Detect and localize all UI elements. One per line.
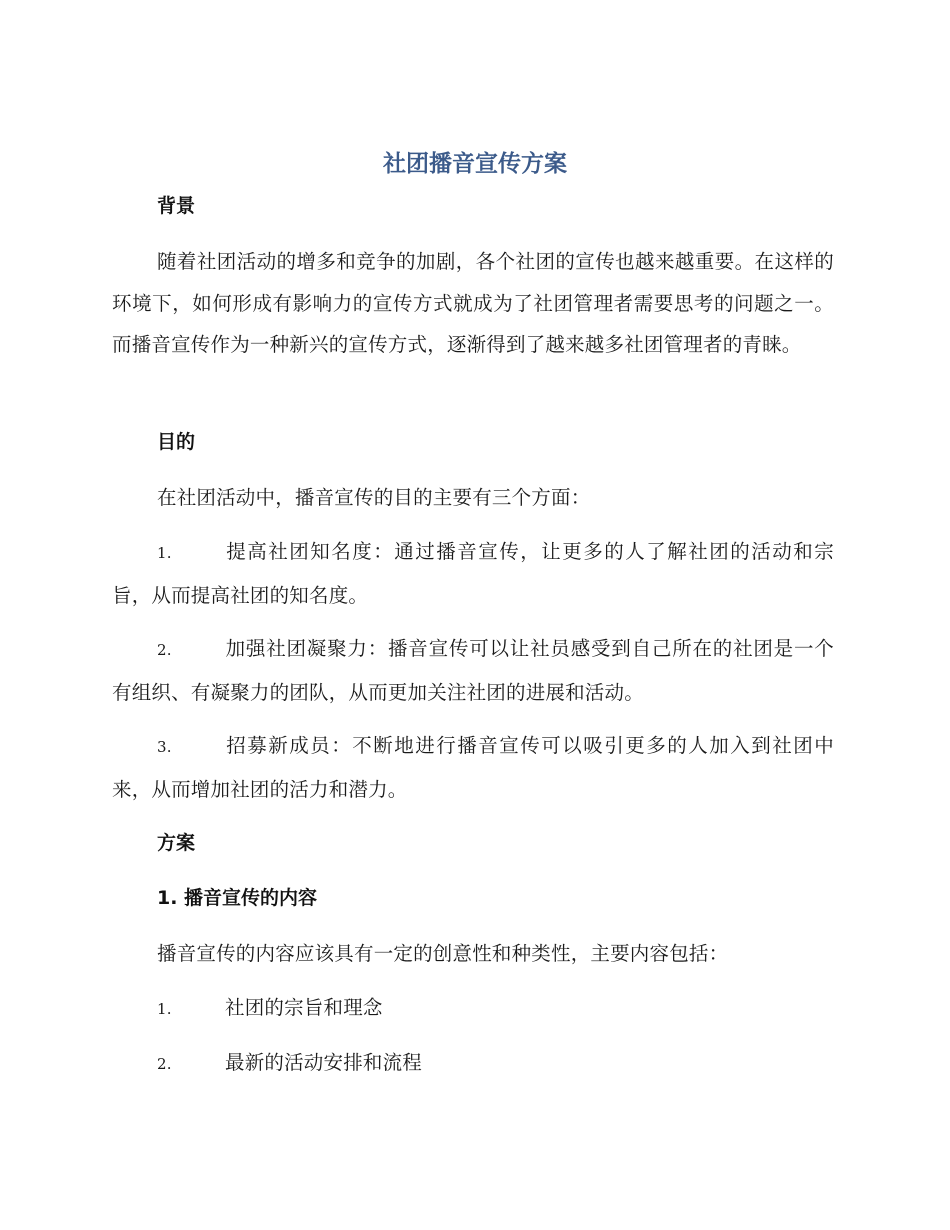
purpose-intro: 在社团活动中，播音宣传的目的主要有三个方面： [157, 486, 591, 509]
list-text: 社团的宗旨和理念 [225, 996, 383, 1019]
list-text: 招募新成员：不断地进行播音宣传可以吸引更多的人加入到社团中来，从而增加社团的活力和潜力。 [112, 734, 834, 801]
list-text: 加强社团凝聚力：播音宣传可以让社员感受到自己所在的社团是一个有组织、有凝聚力的团队，从而更加关注社团的进展和活动。 [112, 637, 834, 704]
plan-list-item [112, 987, 834, 1031]
purpose-list-item [112, 531, 834, 616]
purpose-list-item [112, 628, 834, 713]
section-heading-purpose: 目的 [157, 431, 196, 453]
plan-subheading: 1. 播音宣传的内容 [157, 887, 318, 909]
list-number: 2. [157, 641, 172, 659]
list-text: 提高社团知名度：通过播音宣传，让更多的人了解社团的活动和宗旨，从而提高社团的知名度。 [112, 540, 834, 607]
list-number: 1. [157, 1000, 172, 1018]
background-paragraph: 随着社团活动的增多和竞争的加剧，各个社团的宣传也越来越重要。在这样的环境下，如何形成有影响力的宣传方式就成为了社团管理者需要思考的问题之一。而播音宣传作为一种新兴的宣传方式，逐渐得到了越来越多社团管理者的青睐。 [112, 250, 834, 356]
section-heading-background: 背景 [157, 195, 196, 217]
plan-intro: 播音宣传的内容应该具有一定的创意性和种类性，主要内容包括： [157, 942, 729, 965]
plan-list-item [112, 1042, 834, 1086]
list-number: 1. [157, 544, 172, 562]
purpose-list-item [112, 725, 834, 810]
section-heading-plan: 方案 [157, 832, 196, 854]
list-number: 3. [157, 738, 172, 756]
list-number: 2. [157, 1055, 172, 1073]
document-title: 社团播音宣传方案 [383, 151, 567, 177]
list-text: 最新的活动安排和流程 [225, 1051, 423, 1074]
